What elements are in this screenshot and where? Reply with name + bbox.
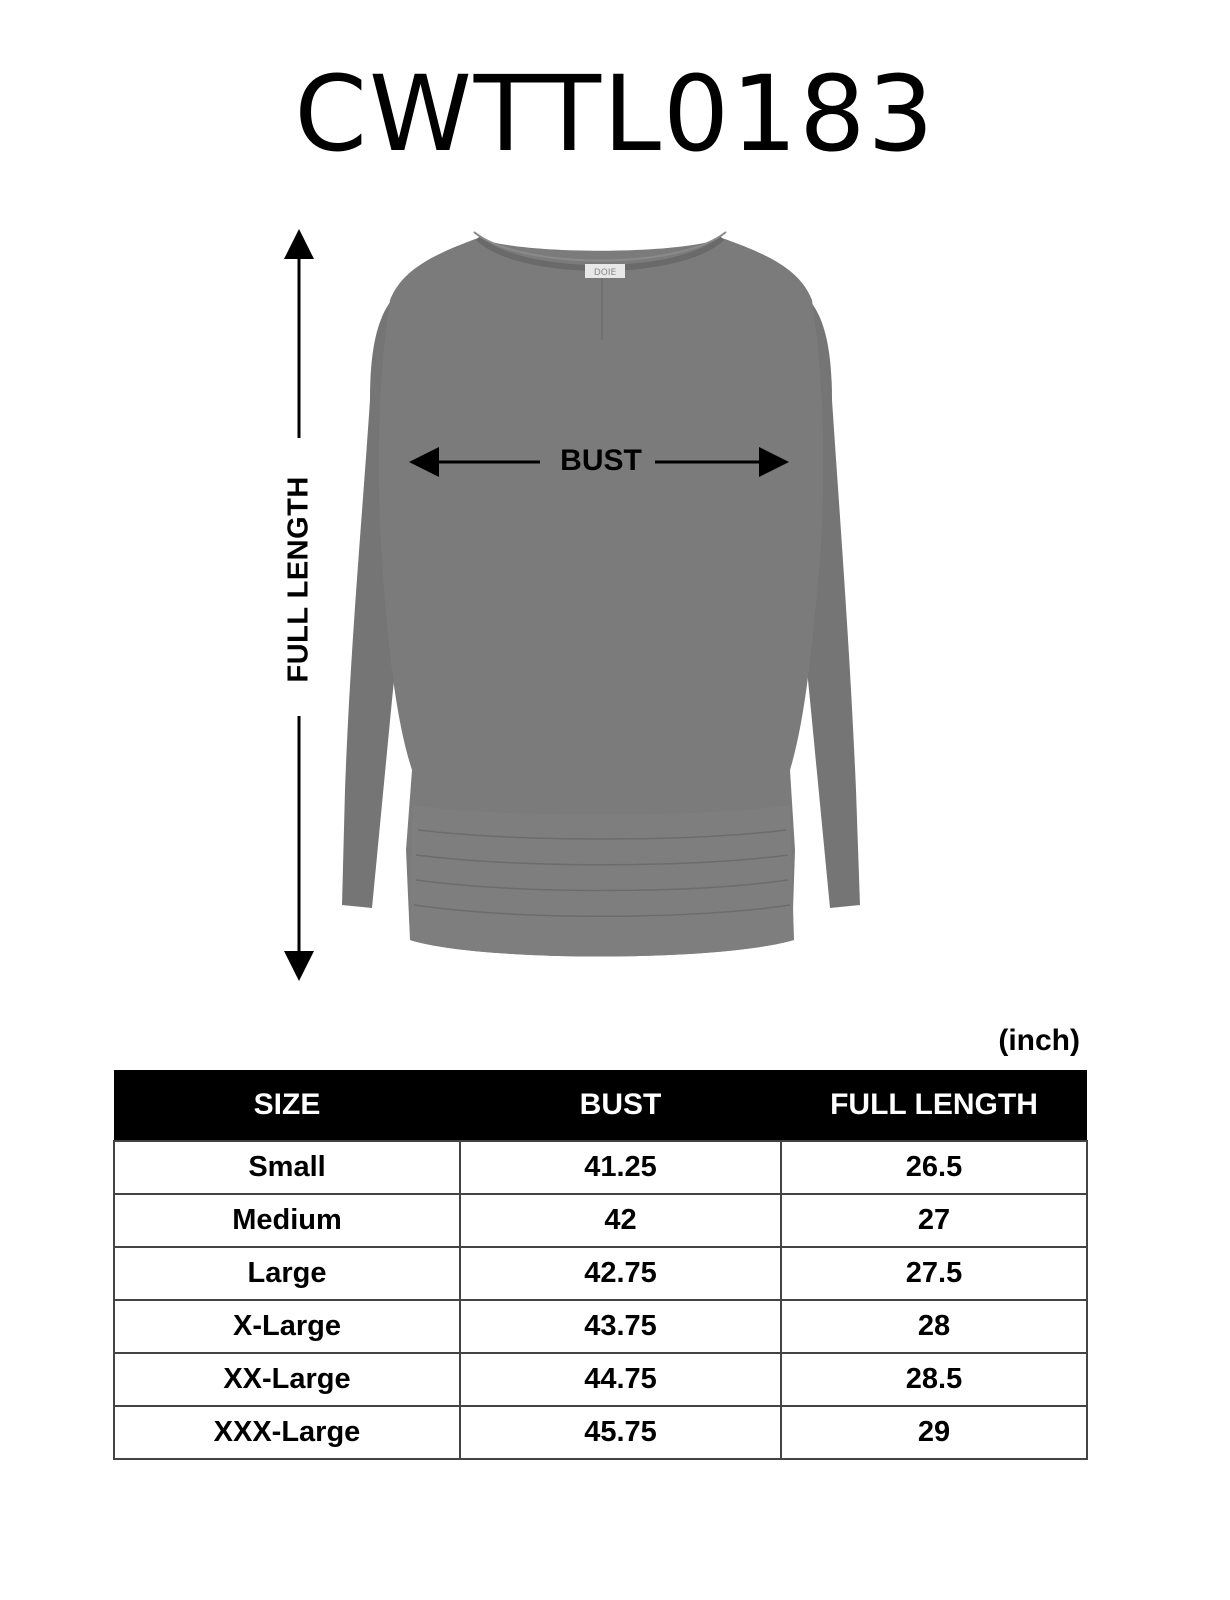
cell-size: Large: [114, 1247, 460, 1300]
cell-size: X-Large: [114, 1300, 460, 1353]
cell-bust: 45.75: [460, 1406, 781, 1459]
cell-bust: 42: [460, 1194, 781, 1247]
unit-label: (inch): [998, 1024, 1080, 1057]
cell-bust: 41.25: [460, 1141, 781, 1194]
cell-bust: 43.75: [460, 1300, 781, 1353]
cell-full-length: 27: [781, 1194, 1087, 1247]
bust-label: BUST: [560, 444, 642, 477]
cell-full-length: 29: [781, 1406, 1087, 1459]
table-row: [114, 1194, 1087, 1247]
cell-full-length: 28.5: [781, 1353, 1087, 1406]
table-row: [114, 1353, 1087, 1406]
cell-size: Small: [114, 1141, 460, 1194]
header-full-length: FULL LENGTH: [781, 1070, 1087, 1141]
table-row: [114, 1247, 1087, 1300]
cell-size: XX-Large: [114, 1353, 460, 1406]
size-chart-table: [113, 1070, 1088, 1460]
cell-full-length: 27.5: [781, 1247, 1087, 1300]
header-bust: BUST: [460, 1070, 781, 1141]
table-header-row: [114, 1070, 1087, 1141]
page-title: CWTTL0183: [294, 53, 936, 175]
cell-size: XXX-Large: [114, 1406, 460, 1459]
table-row: [114, 1300, 1087, 1353]
cell-bust: 42.75: [460, 1247, 781, 1300]
brand-tag-text: DOIE: [593, 268, 617, 278]
full-length-label: FULL LENGTH: [282, 476, 315, 683]
hem-band: [410, 805, 794, 957]
header-size: SIZE: [114, 1070, 460, 1141]
cell-bust: 44.75: [460, 1353, 781, 1406]
cell-full-length: 26.5: [781, 1141, 1087, 1194]
table-row: [114, 1141, 1087, 1194]
table-row: [114, 1406, 1087, 1459]
cell-size: Medium: [114, 1194, 460, 1247]
cell-full-length: 28: [781, 1300, 1087, 1353]
